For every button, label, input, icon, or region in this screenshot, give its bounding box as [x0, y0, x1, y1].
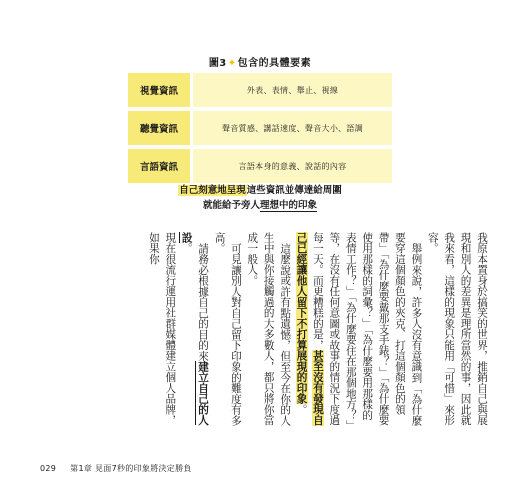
- paragraph: 我原本置身於搞笑的世界，推銷自己與展現和別人的差異是理所當然的事，因此就我來看，這樣的現象只能用「可惜」來形容。: [426, 232, 488, 426]
- caption-line-1: [0, 183, 520, 198]
- paragraph-end: 。: [295, 404, 308, 415]
- row-description: 外表、表情、舉止、視線: [193, 73, 392, 107]
- page-number: 029: [40, 464, 57, 473]
- table-row-visual: [128, 73, 392, 107]
- highlighted-sentence: 甚至沒有發現自己已經讓他人留下不打算展現的印象: [295, 232, 324, 426]
- paragraph: [178, 232, 211, 428]
- vertical-body-text: [90, 232, 490, 428]
- figure-title-text: 包含的具體要素: [237, 58, 312, 69]
- caption-text: 就能給予旁人: [202, 200, 260, 211]
- paragraph-end: 。: [180, 242, 193, 254]
- underlined-phrase: 建立自己的人設: [180, 232, 210, 426]
- info-elements-table: [128, 73, 392, 187]
- table-row-verbal: [128, 149, 392, 183]
- table-row-auditory: [128, 111, 392, 145]
- paragraph: 可見讓別人對自己留下印象的難度有多高。: [213, 232, 242, 426]
- row-label: 視覺資訊: [128, 73, 190, 107]
- paragraph: [293, 232, 424, 428]
- row-description: 言語本身的意義、說話的內容: [193, 149, 392, 183]
- chapter-title: 第1章 見面7秒的印象將決定勝負: [70, 464, 192, 473]
- figure-title: [0, 54, 520, 69]
- caption-text: 這些資訊並傳達給周圍: [246, 185, 342, 196]
- paragraph-text: 請務必根據自己的目的來: [197, 242, 210, 361]
- page-footer: [40, 463, 192, 474]
- paragraph-text: 舉例來說，許多人沒有意識到「為什麼要穿這個顏色的夾克、打這個顏色的領帶」「為什麼要戴那支手錶？」「為什麼要使用那樣的詞彙？」「為什麼要用那樣的表情工作？」「為什麼要住在那個地方？」等，在沒有任何意圖或故事的情況下度過每一天。而更糟糕的是，: [311, 232, 423, 426]
- figure-caption: [0, 183, 520, 213]
- caption-underlined: 理想中的印象: [260, 200, 318, 211]
- figure-number: 圖3: [208, 58, 227, 69]
- caption-line-2: [0, 198, 520, 213]
- star-icon: ✦: [227, 58, 237, 69]
- caption-highlight: 自己刻意地呈現: [179, 185, 246, 196]
- row-label: 聽覺資訊: [128, 111, 190, 145]
- paragraph: 這麼說或許有點遺憾，但至今在你的人生中與你接觸過的大多數人，都只將你當成一般人。: [246, 232, 292, 426]
- paragraph: 現在很流行運用社群媒體建立個人品牌，如果你: [147, 232, 177, 426]
- row-label: 言語資訊: [128, 149, 190, 183]
- row-description: 聲音質感、講話速度、聲音大小、語調: [193, 111, 392, 145]
